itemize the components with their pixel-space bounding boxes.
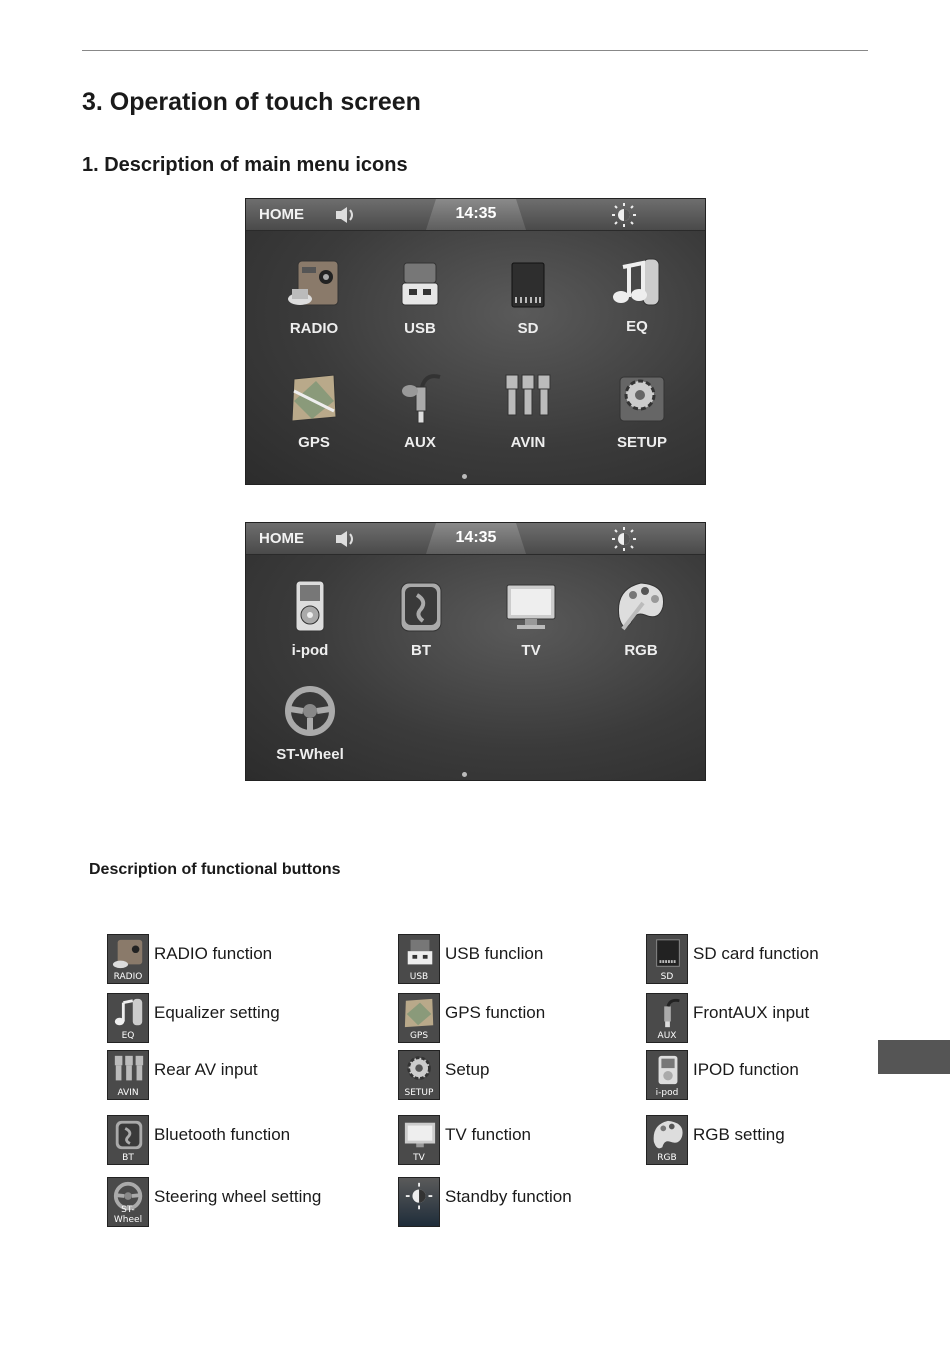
thumbnail-caption: SETUP (404, 1088, 434, 1098)
app-label: TV (521, 642, 541, 659)
radio-icon (112, 937, 146, 971)
app-setup[interactable] (597, 371, 687, 451)
app-label: AVIN (510, 434, 546, 451)
main-menu-screen-2 (245, 522, 706, 781)
function-description: Rear AV input (154, 1060, 258, 1079)
function-description: RGB setting (693, 1125, 785, 1144)
main-menu-screen-1 (245, 198, 706, 485)
avin-icon (112, 1053, 146, 1087)
app-tv[interactable] (486, 579, 576, 659)
thumbnail-caption: GPS (409, 1031, 429, 1041)
thumbnail-caption: BT (122, 1153, 134, 1163)
function-thumbnail (646, 934, 688, 984)
app-st-wheel[interactable] (265, 683, 355, 763)
function-thumbnail (398, 1177, 440, 1227)
app-ipod[interactable] (265, 579, 355, 659)
function-thumbnail (646, 1050, 688, 1100)
aux-icon (392, 371, 448, 427)
thumbnail-caption: TV (413, 1153, 425, 1163)
section-title: 1. Description of main menu icons (82, 154, 408, 176)
ipod-icon (282, 579, 338, 635)
status-bar (246, 523, 705, 555)
bluetooth-icon (112, 1118, 146, 1152)
thumbnail-caption: AUX (657, 1031, 677, 1041)
thumbnail-caption: i-pod (655, 1088, 679, 1098)
app-label: SD (517, 320, 539, 337)
volume-icon[interactable] (334, 206, 358, 224)
eq-icon (112, 996, 146, 1030)
function-thumbnail (398, 934, 440, 984)
app-radio[interactable] (269, 257, 359, 337)
usb-icon (403, 937, 437, 971)
header-rule (82, 50, 868, 51)
app-avin[interactable] (483, 371, 573, 451)
radio-icon (286, 257, 342, 313)
thumbnail-caption: USB (409, 972, 429, 982)
volume-icon[interactable] (334, 530, 358, 548)
function-description: Steering wheel setting (154, 1187, 322, 1206)
app-label: RADIO (289, 320, 339, 337)
function-thumbnail (398, 1050, 440, 1100)
function-description: FrontAUX input (693, 1003, 810, 1022)
gps-icon (403, 996, 437, 1030)
home-button[interactable]: HOME (259, 530, 304, 547)
page-title: 3. Operation of touch screen (82, 88, 421, 116)
function-thumbnail (398, 993, 440, 1043)
function-description: SD card function (693, 944, 819, 963)
setup-icon (403, 1053, 437, 1087)
app-label: GPS (298, 434, 330, 451)
status-bar (246, 199, 705, 231)
app-aux[interactable] (375, 371, 465, 451)
home-button[interactable]: HOME (259, 206, 304, 223)
function-description: Standby function (445, 1187, 572, 1206)
standby-icon (403, 1180, 437, 1214)
app-label: BT (411, 642, 431, 659)
function-description: Equalizer setting (154, 1003, 280, 1022)
app-label: AUX (404, 434, 436, 451)
thumbnail-caption: ST-Wheel (113, 1205, 143, 1225)
function-thumbnail (107, 1050, 149, 1100)
brightness-icon[interactable] (612, 203, 636, 227)
function-description: TV function (445, 1125, 531, 1144)
app-eq[interactable] (592, 255, 682, 335)
function-description: USB funclion (445, 944, 544, 963)
rgb-icon (613, 579, 669, 635)
thumbnail-caption: SD (660, 972, 674, 982)
function-thumbnail (646, 993, 688, 1043)
app-usb[interactable] (375, 257, 465, 337)
gps-icon (286, 371, 342, 427)
function-thumbnail (107, 993, 149, 1043)
aux-icon (651, 996, 685, 1030)
brightness-icon[interactable] (612, 527, 636, 551)
tv-icon (403, 1118, 437, 1152)
function-description: RADIO function (154, 944, 273, 963)
function-description: Setup (445, 1060, 490, 1079)
thumbnail-caption: AVIN (117, 1088, 139, 1098)
ipod-icon (651, 1053, 685, 1087)
app-label: SETUP (616, 434, 667, 451)
bluetooth-icon (393, 579, 449, 635)
thumbnail-caption: EQ (121, 1031, 135, 1041)
app-rgb[interactable] (596, 579, 686, 659)
function-thumbnail (398, 1115, 440, 1165)
function-thumbnail (107, 1177, 149, 1227)
app-label: ST-Wheel (276, 746, 344, 763)
function-thumbnail (107, 1115, 149, 1165)
thumbnail-caption: RGB (657, 1153, 677, 1163)
app-gps[interactable] (269, 371, 359, 451)
app-label: EQ (626, 318, 648, 335)
function-thumbnail (107, 934, 149, 984)
function-description: IPOD function (693, 1060, 799, 1079)
sd-card-icon (651, 937, 685, 971)
thumbnail-caption: RADIO (113, 972, 143, 982)
page-indicator (462, 764, 492, 770)
steering-wheel-icon (282, 683, 338, 739)
page-indicator (462, 466, 492, 472)
clock: 14:35 (455, 529, 497, 546)
tv-icon (503, 579, 559, 635)
clock: 14:35 (455, 205, 497, 222)
functional-buttons-title: Description of functional buttons (89, 861, 341, 878)
section-tab-marker (878, 1040, 950, 1074)
usb-icon (392, 257, 448, 313)
app-label: RGB (624, 642, 658, 659)
avin-icon (500, 371, 556, 427)
function-thumbnail (646, 1115, 688, 1165)
app-label: i-pod (291, 642, 329, 659)
function-description: GPS function (445, 1003, 546, 1022)
app-label: USB (404, 320, 436, 337)
sd-card-icon (500, 257, 556, 313)
setup-icon (614, 371, 670, 427)
eq-icon (609, 255, 665, 311)
rgb-icon (651, 1118, 685, 1152)
function-description: Bluetooth function (154, 1125, 291, 1144)
app-bt[interactable] (376, 579, 466, 659)
app-sd[interactable] (483, 257, 573, 337)
